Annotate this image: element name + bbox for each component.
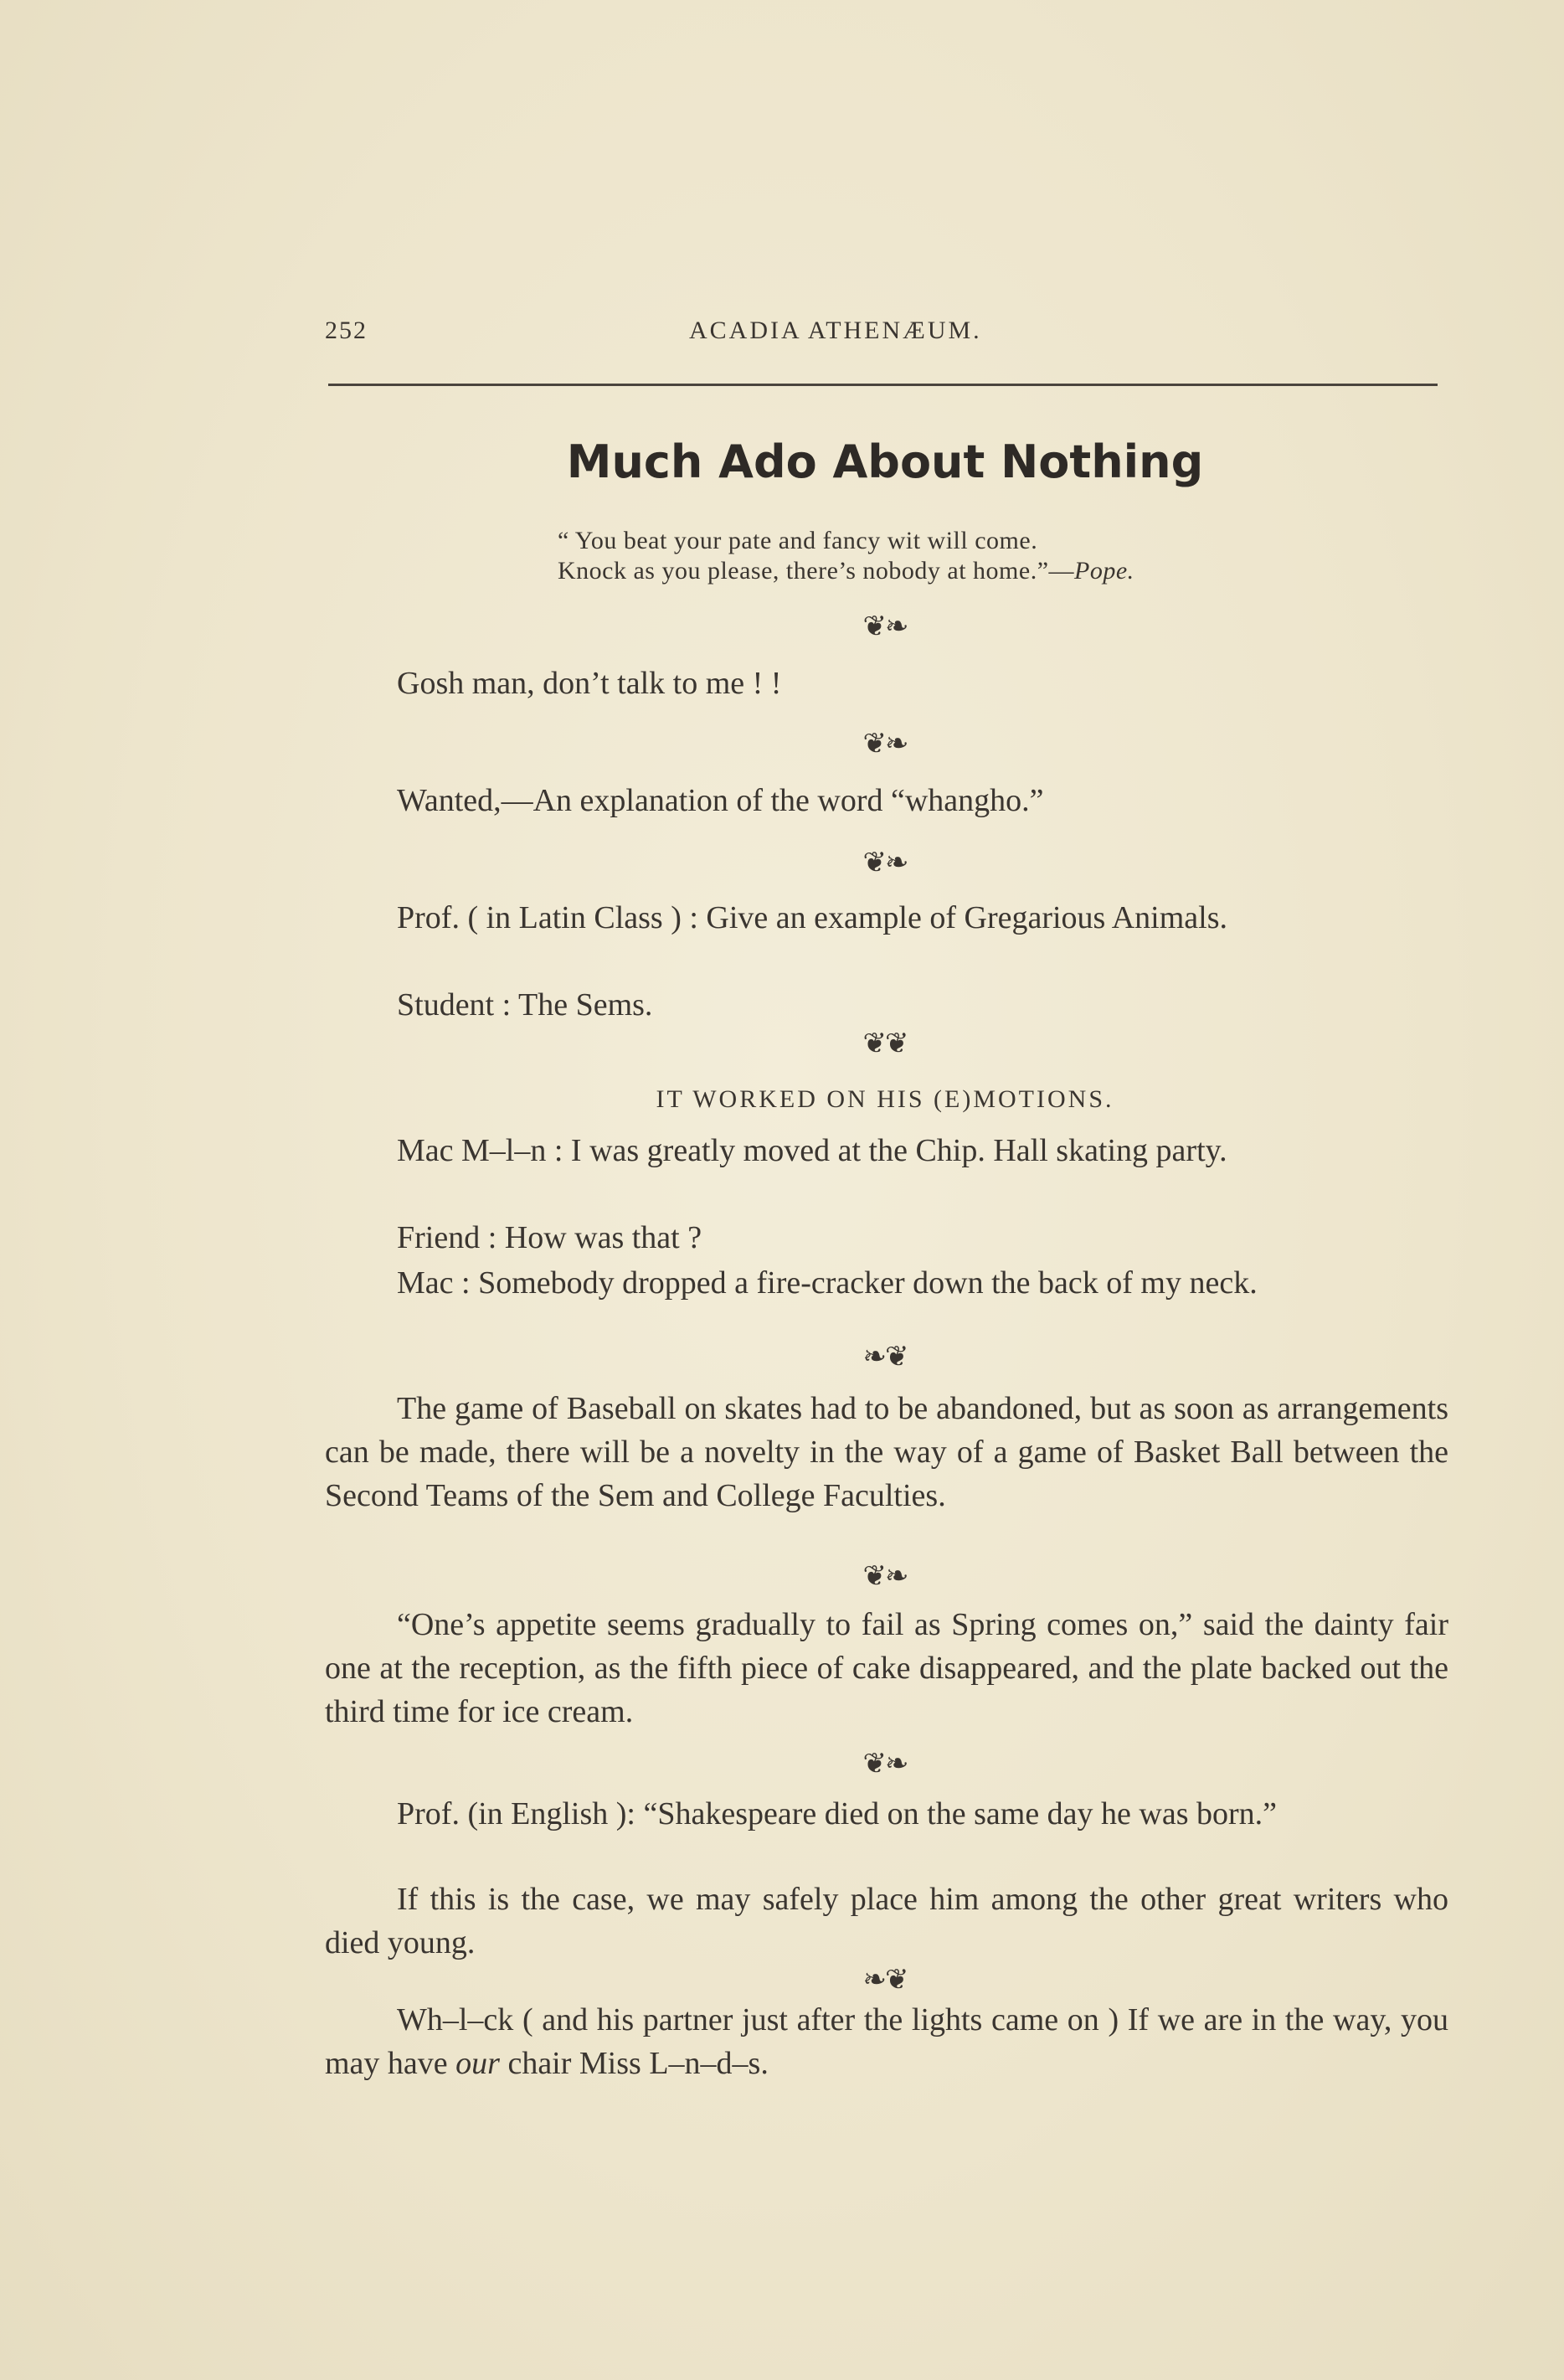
ornament-divider: ❦❦ — [862, 1028, 908, 1059]
item-whlck — [325, 1998, 1448, 2085]
page-number: 252 — [325, 317, 368, 344]
journal-title: ACADIA ATHENÆUM. — [689, 317, 982, 344]
ornament-divider: ❧❦ — [862, 1965, 908, 1996]
item-appetite: “One’s appetite seems gradually to fail as Spring comes on,” said the dainty fair one at the reception, as the fifth piece of cake disappeared, and the plate backed out the third time for ice cream. — [325, 1607, 1448, 1729]
item-whlck-italic: our — [455, 2046, 500, 2081]
item-student: Student : The Sems. — [397, 987, 653, 1023]
header-rule — [328, 384, 1438, 386]
item-whlck-text-end: chair Miss L–n–d–s. — [499, 2046, 769, 2081]
epigraph-line-2 — [558, 556, 1134, 586]
ornament-divider: ❦❧ — [862, 847, 908, 878]
item-gosh: Gosh man, don’t talk to me ! ! — [397, 666, 782, 701]
item-baseball: The game of Baseball on skates had to be abandoned, but as soon as arrangements can be made, there will be a novelty in the way of a game of Basket Ball between the Second Teams of the Sem and College Faculties. — [325, 1391, 1448, 1513]
epigraph-line-1: “ You beat your pate and fancy wit will come. — [558, 527, 1038, 554]
item-mac-2: Mac : Somebody dropped a fire-cracker down the back of my neck. — [397, 1265, 1258, 1301]
ornament-divider: ❦❧ — [862, 611, 908, 642]
epigraph-line-2-text: Knock as you please, there’s nobody at home.”— — [558, 557, 1075, 585]
item-friend: Friend : How was that ? — [397, 1220, 702, 1255]
article-title: Much Ado About Nothing — [566, 435, 1204, 488]
emotions-heading: IT WORKED ON HIS (E)MOTIONS. — [656, 1085, 1114, 1113]
ornament-divider: ❦❧ — [862, 729, 908, 760]
ornament-divider: ❦❧ — [862, 1561, 908, 1592]
item-mac-1: Mac M–l–n : I was greatly moved at the Chip. Hall skating party. — [397, 1133, 1227, 1168]
epigraph — [558, 526, 1134, 586]
item-if-case: If this is the case, we may safely place him among the other great writers who died young. — [325, 1882, 1448, 1960]
item-prof-latin: Prof. ( in Latin Class ) : Give an example of Gregarious Animals. — [397, 900, 1228, 935]
running-head — [325, 317, 1438, 358]
ornament-divider: ❦❧ — [862, 1749, 908, 1780]
epigraph-author: Pope. — [1074, 557, 1134, 585]
item-wanted: Wanted,—An explanation of the word “whangho.” — [397, 783, 1044, 818]
ornament-divider: ❧❦ — [862, 1342, 908, 1373]
item-prof-english: Prof. (in English ): “Shakespeare died on the same day he was born.” — [397, 1796, 1278, 1831]
item-whlck-text: Wh–l–ck ( and his partner just after the lights came on ) If we are in the way, you may have — [325, 2002, 1448, 2081]
